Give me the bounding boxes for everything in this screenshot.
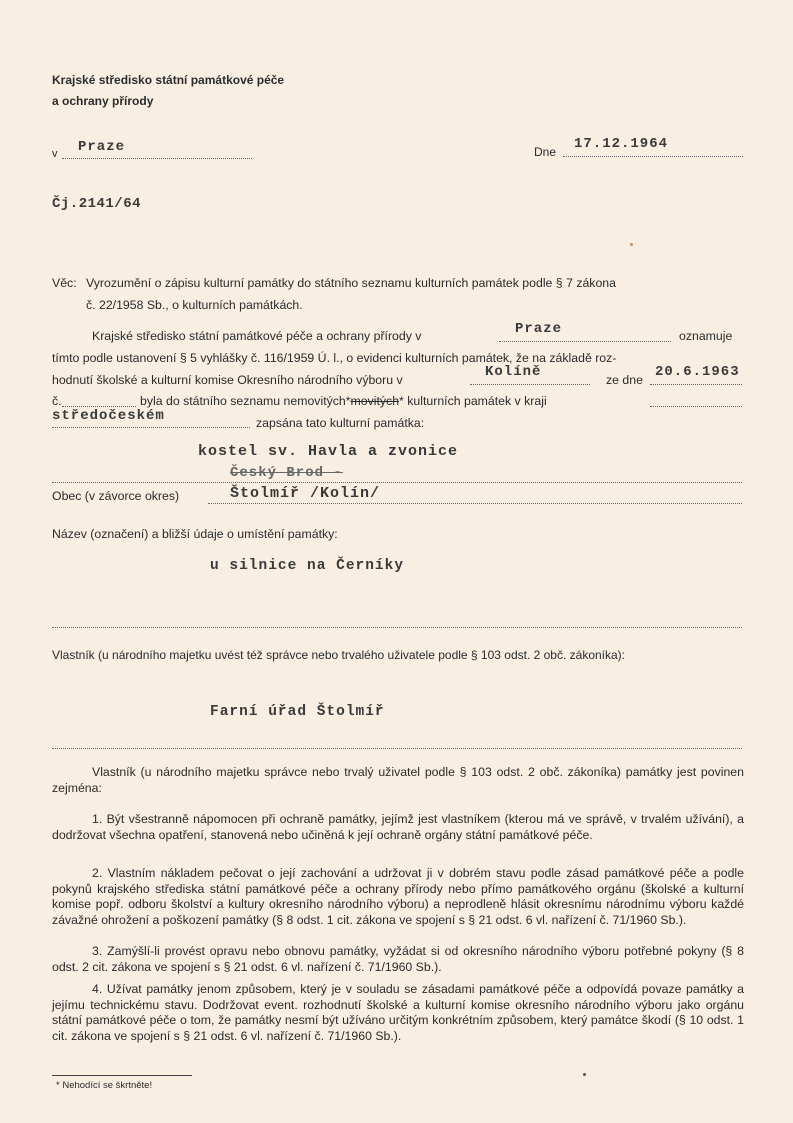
- location-label: Název (označení) a bližší údaje o umístění památky:: [52, 527, 338, 541]
- duties-intro: Vlastník (u národního majetku správce nebo trvalý uživatel podle § 103 odst. 2 obč. zákoníka) památky jest povinen zejména:: [52, 765, 744, 795]
- issuer-line-1: Krajské středisko státní památkové péče: [52, 73, 285, 87]
- obec-label: Obec (v závorce okres): [52, 489, 180, 503]
- notice-line-5-post: zapsána tato kulturní památka:: [256, 416, 425, 430]
- location-value: u silnice na Černíky: [210, 558, 405, 574]
- notice-decision-date: 20.6.1963: [655, 364, 740, 380]
- footnote: * Nehodící se škrtněte!: [56, 1080, 153, 1091]
- place-line: [62, 158, 252, 159]
- duty-4: 4. Užívat památky jenom způsobem, který je v souladu se zásadami památkové péče a odpovídá povaze památky a jejímu technickému stavu. Dodržovat event. rozhodnutí školské a kulturní komise okresního národního výboru jako orgánu státní památkové péče o tom, že památky nesmí být užíváno určitým konkrétním způsobem, který památce škodí (§ 10 odst. 1 cit. zákona ve spojení s § 21 odst. 6 vl. nařízení č. 71/1960 Sb.).: [52, 982, 744, 1043]
- notice-fill-number: [62, 406, 136, 407]
- date-prefix: Dne: [534, 145, 557, 159]
- obec-line: [208, 503, 742, 504]
- notice-line-4-mid2: * kulturních památek v kraji: [399, 394, 547, 408]
- location-line: [52, 627, 742, 628]
- notice-fill-line-3: [470, 384, 590, 385]
- monument-name-line: [52, 482, 742, 483]
- date-line: [563, 156, 743, 157]
- notice-line-4-pre: č.: [52, 394, 62, 408]
- owner-line: [52, 748, 742, 749]
- notice-fill-date: [650, 384, 742, 385]
- notice-fill-region: [650, 406, 742, 407]
- notice-region-city: Praze: [515, 321, 563, 337]
- subject-line-2: č. 22/1958 Sb., o kulturních památkách.: [86, 298, 303, 312]
- issuer-line-2: a ochrany přírody: [52, 94, 154, 108]
- date-value: 17.12.1964: [574, 136, 669, 152]
- notice-fill-line-5: [52, 427, 250, 428]
- subject-label: Věc:: [52, 276, 77, 290]
- paper-speck: [583, 1073, 586, 1076]
- footnote-rule: [52, 1075, 192, 1076]
- reference-number: Čj.2141/64: [52, 196, 142, 212]
- duty-1: 1. Být všestranně nápomocen při ochraně památky, jejímž jest vlastníkem (kterou má ve správě, v trvalém užívání), a dodržovat všechna opatření, stanovená nebo učiněná k její ochraně orgány státní památkové péče.: [52, 812, 744, 842]
- notice-line-4-mid1: byla do státního seznamu nemovitých*: [140, 394, 351, 408]
- notice-fill-line-1: [499, 341, 671, 342]
- notice-district: Kolíně: [485, 364, 542, 380]
- duty-2: 2. Vlastním nákladem pečovat o její zachování a udržovat ji v dobrém stavu podle zásad památkové péče a podle pokynů krajského střediska státní památkové péče a ochrany přírody nebo přímo památkového orgánu (školské a kulturní komise popř. odboru školství a kultury okresního národního výboru) a neprodleně hlásit okresnímu národnímu výboru každé závažné ohrožení a poškození památky (§ 8 odst. 1 cit. zákona ve spojení s § 21 odst. 6 vl. nařízení č. 71/1960 Sb.).: [52, 866, 744, 927]
- owner-label: Vlastník (u národního majetku uvést též správce nebo trvalého uživatele podle § 103 odst. 2 obč. zákoníka):: [52, 648, 626, 662]
- notice-line-3-pre: hodnutí školské a kulturní komise Okresního národního výboru v: [52, 373, 403, 387]
- monument-name: kostel sv. Havla a zvonice: [198, 443, 459, 460]
- place-prefix: v: [52, 148, 58, 160]
- notice-line-1-post: oznamuje: [679, 329, 733, 343]
- place-value: Praze: [78, 139, 126, 155]
- notice-line-4-body: [140, 394, 547, 408]
- subject-line-1: Vyrozumění o zápisu kulturní památky do státního seznamu kulturních památek podle § 7 zákona: [86, 276, 616, 290]
- notice-line-2: tímto podle ustanovení § 5 vyhlášky č. 116/1959 Ú. l., o evidenci kulturních památek, že na základě roz-: [52, 351, 617, 365]
- obec-struck: Český Brod -: [230, 465, 343, 481]
- notice-line-1-pre: Krajské středisko státní památkové péče a ochrany přírody v: [92, 329, 422, 343]
- notice-struck-word: movitých: [350, 394, 400, 408]
- obec-value: Štolmíř /Kolín/: [230, 485, 381, 502]
- notice-line-3-mid: ze dne: [606, 373, 643, 387]
- duty-3: 3. Zamýšlí-li provést opravu nebo obnovu památky, vyžádat si od okresního národního výboru potřebné pokyny (§ 8 odst. 2 cit. zákona ve spojení s § 21 odst. 6 vl. nařízení č. 71/1960 Sb.).: [52, 944, 744, 974]
- owner-value: Farní úřad Štolmíř: [210, 704, 385, 720]
- notice-region-name: středočeském: [52, 408, 165, 424]
- paper-speck: [630, 243, 633, 246]
